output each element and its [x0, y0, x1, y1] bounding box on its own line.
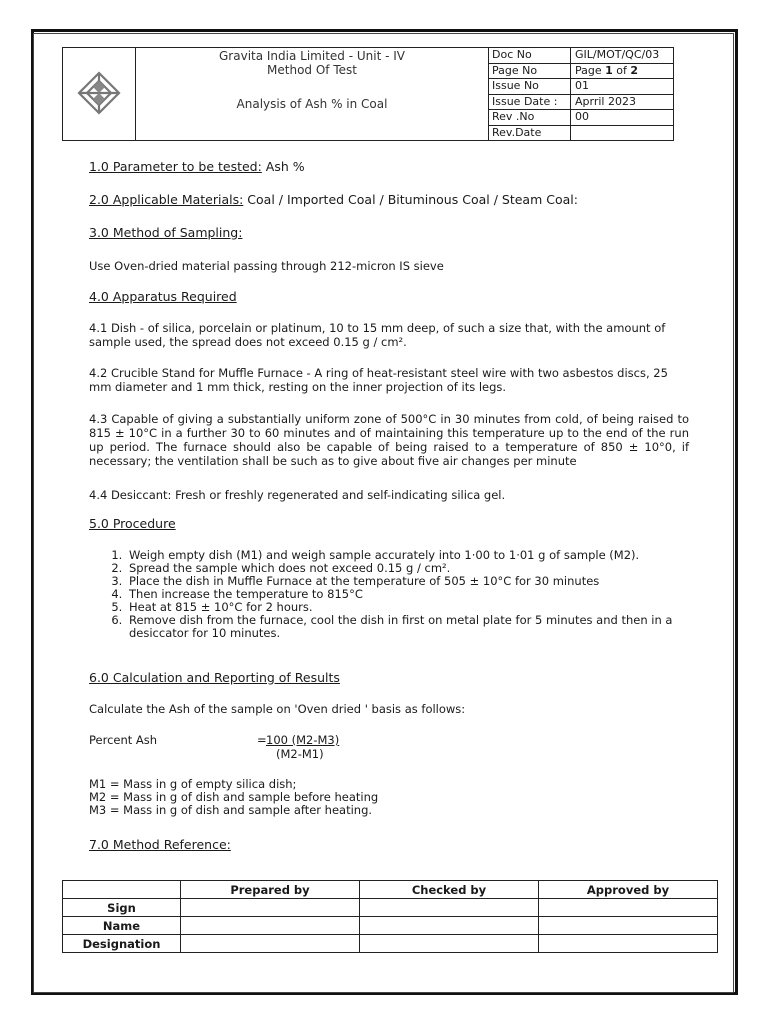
section-6-intro: Calculate the Ash of the sample on 'Oven dried ' basis as follows:	[89, 702, 466, 716]
method-of-test: Method Of Test	[267, 63, 357, 77]
issue-date-value: Aprril 2023	[571, 94, 674, 110]
signoff-row-name	[63, 917, 718, 935]
signoff-cell	[539, 935, 718, 953]
section-5-heading-text: 5.0 Procedure	[89, 516, 176, 531]
section-7-heading-text: 7.0 Method Reference:	[89, 837, 231, 852]
issue-no-value: 01	[571, 79, 674, 95]
section-1-heading: 1.0 Parameter to be tested:	[89, 159, 262, 174]
page-current: 1	[605, 63, 613, 77]
rev-no-label: Rev .No	[489, 110, 571, 126]
section-2	[89, 193, 578, 207]
section-1-text: Ash %	[261, 159, 305, 174]
procedure-step: 5. Heat at 815 ± 10°C for 2 hours.	[126, 601, 726, 614]
page-prefix: Page	[575, 63, 606, 77]
section-4-3: 4.3 Capable of giving a substantially uniform zone of 500°C in 30 minutes from cold, of being raised to 815 ± 10°C in a further 30 to 60 minutes and of maintaining this temperature up to the end of the run up period. The furnace should also be capable of being raised to a temperature of 850 ± 10°0, if necessary; the ventilation shall be such as to give about five air changes per minute	[89, 412, 689, 468]
issue-no-label: Issue No	[489, 79, 571, 95]
section-6-heading	[89, 671, 340, 685]
page-of: of	[612, 63, 631, 77]
section-2-text: Coal / Imported Coal / Bituminous Coal / Steam Coal:	[243, 192, 578, 207]
signoff-cell	[360, 935, 539, 953]
procedure-list	[89, 549, 726, 640]
signoff-header-row	[63, 881, 718, 899]
section-4-1: 4.1 Dish - of silica, porcelain or platinum, 10 to 15 mm deep, of such a size that, with the amount of sample used, the spread does not exceed 0.15 g / cm².	[89, 321, 666, 349]
variable-definitions	[89, 778, 378, 817]
procedure-step: 4. Then increase the temperature to 815°C	[126, 588, 726, 601]
procedure-step: 2. Spread the sample which does not exceed 0.15 g / cm².	[126, 562, 726, 575]
section-2-heading: 2.0 Applicable Materials:	[89, 192, 244, 207]
definition-m1: M1 = Mass in g of empty silica dish;	[89, 777, 297, 791]
page-total: 2	[630, 63, 639, 77]
signoff-cell	[181, 917, 360, 935]
signoff-table	[62, 880, 718, 953]
page-no-label: Page No	[489, 63, 571, 79]
formula-equals: =	[257, 733, 267, 747]
issue-date-label: Issue Date :	[489, 94, 571, 110]
rev-date-value	[571, 125, 674, 141]
signoff-row-sign	[63, 899, 718, 917]
definition-m2: M2 = Mass in g of dish and sample before heating	[89, 790, 379, 804]
section-7-heading	[89, 838, 231, 852]
rev-no-value: 00	[571, 110, 674, 126]
signoff-cell	[360, 899, 539, 917]
section-3-heading-text: 3.0 Method of Sampling:	[89, 225, 243, 240]
procedure-step: 3. Place the dish in Muffle Furnace at the temperature of 505 ± 10°C for 30 minutes	[126, 575, 726, 588]
company-logo	[63, 48, 136, 141]
signoff-col-checked: Checked by	[360, 881, 539, 899]
section-4-2: 4.2 Crucible Stand for Muffle Furnace - A ring of heat-resistant steel wire with two asbestos discs, 25 mm diameter and 1 mm thick, resting on the inner projection of its legs.	[89, 366, 668, 394]
procedure-step: 1. Weigh empty dish (M1) and weigh sample accurately into 1·00 to 1·01 g of sample (M2).	[126, 549, 726, 562]
signoff-row-label: Sign	[63, 899, 181, 917]
section-1	[89, 160, 305, 174]
document-header	[62, 47, 674, 141]
document-subject: Analysis of Ash % in Coal	[236, 97, 388, 111]
signoff-cell	[181, 899, 360, 917]
section-4-4: 4.4 Desiccant: Fresh or freshly regenerated and self-indicating silica gel.	[89, 488, 506, 502]
signoff-row-label: Name	[63, 917, 181, 935]
procedure-step: 6. Remove dish from the furnace, cool the dish in first on metal plate for 5 minutes and then in a desiccator for 10 minutes.	[126, 614, 726, 640]
signoff-row-label: Designation	[63, 935, 181, 953]
section-3-heading	[89, 226, 242, 240]
page-no-value	[571, 63, 674, 79]
formula-denominator: (M2-M1)	[276, 747, 324, 761]
company-name: Gravita India Limited - Unit - IV	[219, 49, 405, 63]
signoff-col-blank	[63, 881, 181, 899]
formula-numerator: 100 (M2-M3)	[266, 733, 340, 747]
doc-no-label: Doc No	[489, 48, 571, 64]
signoff-cell	[181, 935, 360, 953]
section-5-heading	[89, 517, 176, 531]
signoff-cell	[539, 917, 718, 935]
gravita-logo-icon	[77, 71, 121, 115]
section-6-heading-text: 6.0 Calculation and Reporting of Results	[89, 670, 340, 685]
section-4-heading	[89, 290, 237, 304]
section-4-heading-text: 4.0 Apparatus Required	[89, 289, 237, 304]
signoff-cell	[539, 899, 718, 917]
signoff-cell	[360, 917, 539, 935]
definition-m3: M3 = Mass in g of dish and sample after heating.	[89, 803, 373, 817]
doc-no-value: GIL/MOT/QC/03	[571, 48, 674, 64]
section-3-text: Use Oven-dried material passing through 212-micron IS sieve	[89, 259, 444, 273]
signoff-col-approved: Approved by	[539, 881, 718, 899]
formula-label: Percent Ash	[89, 733, 158, 747]
header-title-block	[136, 48, 489, 141]
signoff-col-prepared: Prepared by	[181, 881, 360, 899]
rev-date-label: Rev.Date	[489, 125, 571, 141]
signoff-row-designation	[63, 935, 718, 953]
